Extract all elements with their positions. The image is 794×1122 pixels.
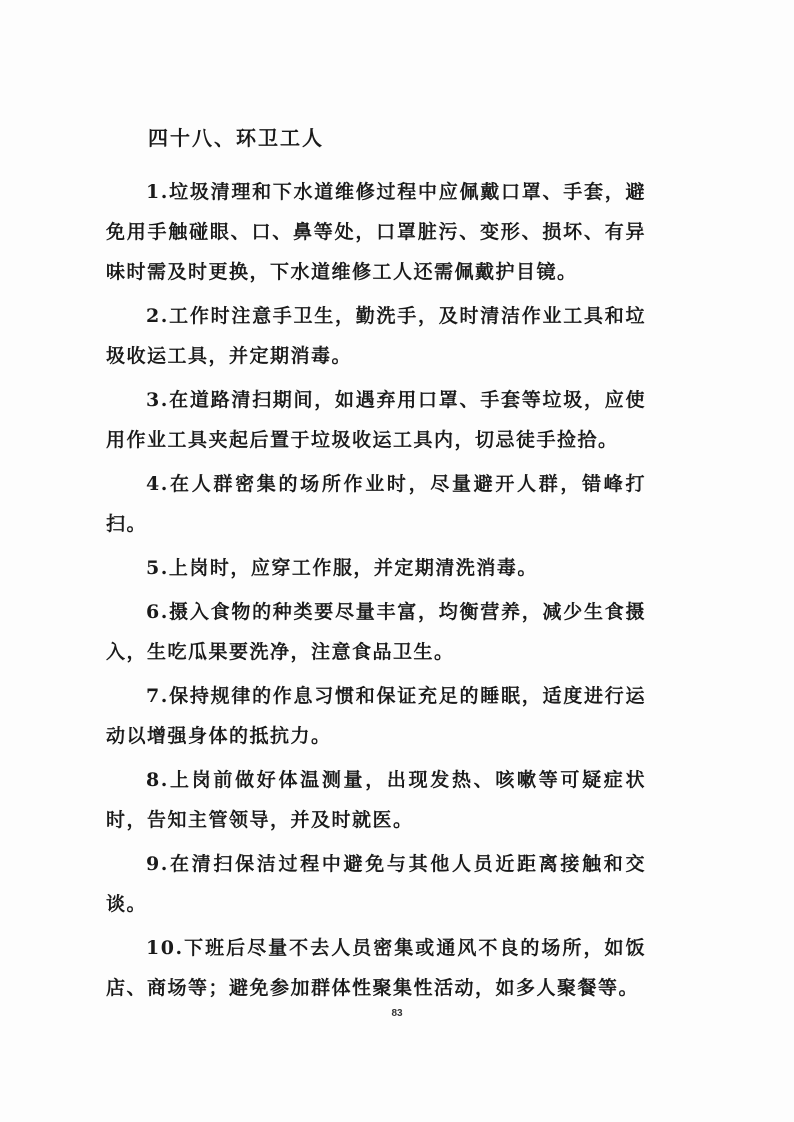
- paragraph-10: 10.下班后尽量不去人员密集或通风不良的场所，如饭店、商场等；避免参加群体性聚集性活动，如多人聚餐等。: [106, 937, 646, 999]
- paragraph-8: 8.上岗前做好体温测量，出现发热、咳嗽等可疑症状时，告知主管领导，并及时就医。: [106, 769, 646, 831]
- paragraph-6: 6.摄入食物的种类要尽量丰富，均衡营养，减少生食摄入，生吃瓜果要洗净，注意食品卫生。: [106, 601, 646, 663]
- document-body: [106, 118, 646, 1012]
- paragraph-4: 4.在人群密集的场所作业时，尽量避开人群，错峰打扫。: [106, 473, 646, 535]
- paragraph-2: 2.工作时注意手卫生，勤洗手，及时清洁作业工具和垃圾收运工具，并定期消毒。: [106, 305, 646, 367]
- paragraph-1: 1.垃圾清理和下水道维修过程中应佩戴口罩、手套，避免用手触碰眼、口、鼻等处，口罩脏污、变形、损坏、有异味时需及时更换，下水道维修工人还需佩戴护目镜。: [106, 181, 646, 283]
- paragraph-7: 7.保持规律的作息习惯和保证充足的睡眠，适度进行运动以增强身体的抵抗力。: [106, 685, 646, 747]
- paragraph-5: 5.上岗时，应穿工作服，并定期清洗消毒。: [146, 557, 538, 579]
- page-number: 83: [391, 1008, 403, 1019]
- paragraph-3: 3.在道路清扫期间，如遇弃用口罩、手套等垃圾，应使用作业工具夹起后置于垃圾收运工具内，切忌徒手捡拾。: [106, 389, 646, 451]
- section-heading: 四十八、环卫工人: [148, 126, 324, 150]
- paragraph-9: 9.在清扫保洁过程中避免与其他人员近距离接触和交谈。: [106, 853, 646, 915]
